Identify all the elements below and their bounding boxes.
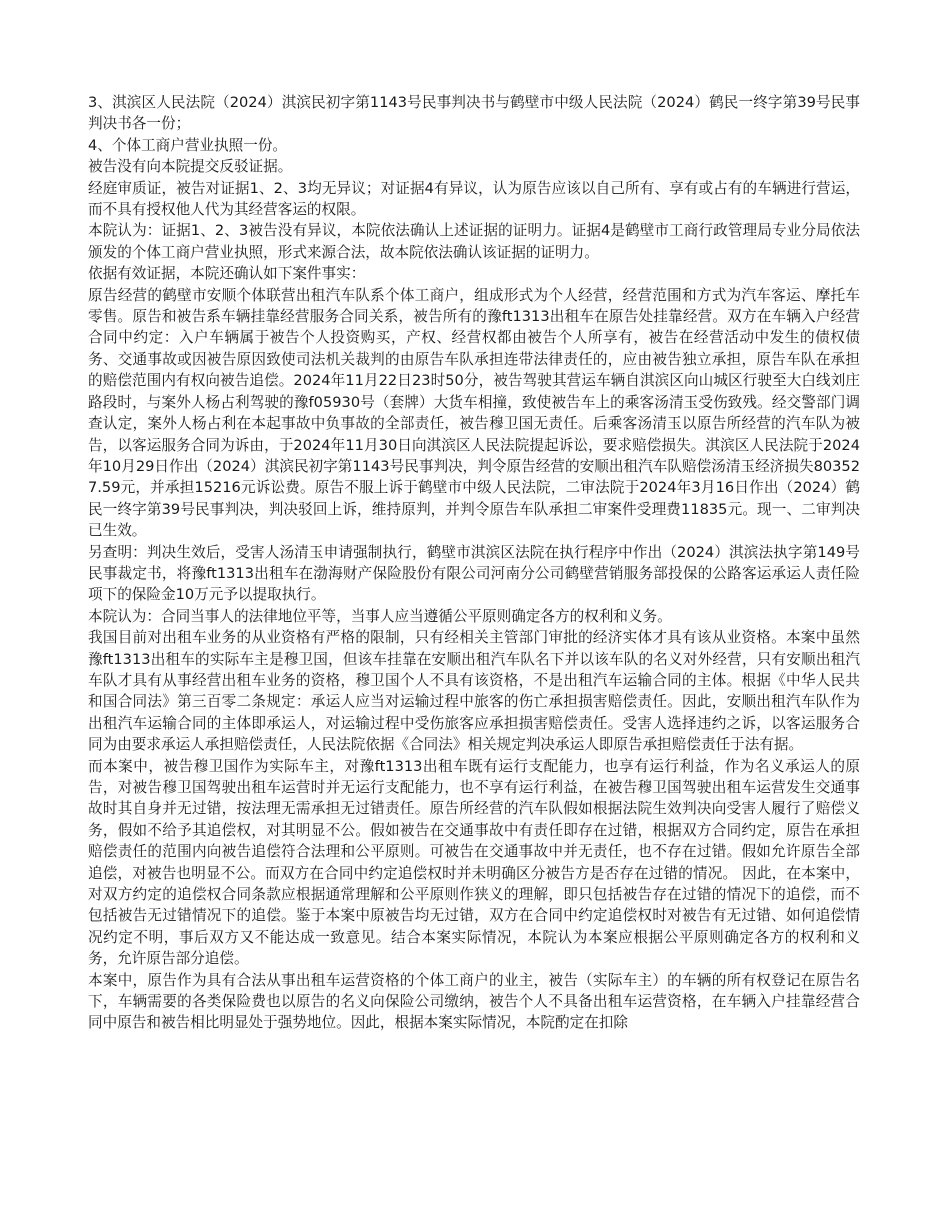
paragraph-recourse-analysis: 而本案中，被告穆卫国作为实际车主，对豫ft1313出租车既有运行支配能力，也享有运行利益，作为名义承运人的原告，对被告穆卫国驾驶出租车运营时并无运行支配能力，也不享有运行利益，在被告穆卫国驾驶出租车运营发生交通事故时其自身并无过错，按法理无需承担无过错责任。原告所经营的汽车队假如根据法院生效判决向受害人履行了赔偿义务，假如不给予其追偿权，对其明显不公。假如被告在交通事故中有责任即存在过错，根据双方合同约定，原告在承担赔偿责任的范围内向被告追偿符合法理和公平原则。可被告在交通事故中并无责任，也不存在过错。假如允许原告全部追偿，对被告也明显不公。而双方在合同中约定追偿权时并未明确区分被告方是否存在过错的情况。 因此，在本案中，对双方约定的追偿权合同条款应根据通常理解和公平原则作狭义的理解，即只包括被告存在过错的情况下的追偿，而不包括被告无过错情况下的追偿。鉴于本案中原被告均无过错，双方在合同中约定追偿权时对被告有无过错、如何追偿情况约定不明，事后双方又不能达成一致意见。结合本案实际情况，本院认为本案应根据公平原则确定各方的权利和义务，允许原告部分追偿。 xyxy=(88,757,860,968)
paragraph-court-finding-evidence: 本院认为：证据1、2、3被告没有异议，本院依法确认上述证据的证明力。证据4是鹤壁市工商行政管理局专业分局依法颁发的个体工商户营业执照，形式来源合法，故本院依法确认该证据的证明力。 xyxy=(88,222,860,261)
paragraph-facts-intro: 依据有效证据，本院还确认如下案件事实： xyxy=(88,265,366,283)
paragraph-further-findings: 另查明：判决生效后，受害人汤清玉申请强制执行，鹤壁市淇滨区法院在执行程序中作出（2024）淇滨法执字第149号民事裁定书，将豫ft1313出租车在渤海财产保险股份有限公司河南分公司鹤壁营销服务部投保的公路客运承运人责任险项下的保险金10万元予以提取执行。 xyxy=(88,543,860,604)
paragraph-evidence-3: 3、淇滨区人民法院（2024）淇滨民初字第1143号民事判决书与鹤壁市中级人民法院（2024）鹤民一终字第39号民事判决书各一份； xyxy=(88,94,860,133)
paragraph-evidence-4: 4、个体工商户营业执照一份。 xyxy=(88,136,288,154)
paragraph-cross-examination: 经庭审质证，被告对证据1、2、3均无异议；对证据4有异议，认为原告应该以自己所有、享有或占有的车辆进行营运，而不具有授权他人代为其经营客运的权限。 xyxy=(88,179,860,219)
paragraph-court-opinion-fairness: 本院认为：合同当事人的法律地位平等，当事人应当遵循公平原则确定各方的权利和义务。 xyxy=(88,607,672,625)
paragraph-defendant-no-evidence: 被告没有向本院提交反驳证据。 xyxy=(88,158,293,176)
paragraph-case-facts: 原告经营的鹤壁市安顺个体联营出租汽车队系个体工商户，组成形式为个人经营，经营范围和方式为汽车客运、摩托车零售。原告和被告系车辆挂靠经营服务合同关系，被告所有的豫ft1313出租车在原告处挂靠经营。双方在车辆入户经营合同中约定：入户车辆属于被告个人投资购买，产权、经营权都由被告个人所享有，被告在经营活动中发生的债权债务、交通事故或因被告原因致使司法机关裁判的由原告车队承担连带法律责任的，应由被告独立承担，原告车队在承担的赔偿范围内有权向被告追偿。2024年11月22日23时50分，被告驾驶其营运车辆自淇滨区向山城区行驶至大白线刘庄路段时，与案外人杨占利驾驶的豫f05930号（套牌）大货车相撞，致使被告车上的乘客汤清玉受伤致残。经交警部门调查认定，案外人杨占利在本起事故中负事故的全部责任，被告穆卫国无责任。后乘客汤清玉以原告所经营的汽车队为被告，以客运服务合同为诉由，于2024年11月30日向淇滨区人民法院提起诉讼，要求赔偿损失。淇滨区人民法院于2024年10月29日作出（2024）淇滨民初字第1143号民事判决，判令原告经营的安顺出租汽车队赔偿汤清玉经济损失803527.59元，并承担15216元诉讼费。原告不服上诉于鹤壁市中级人民法院，二审法院于2024年3月16日作出（2024）鹤民一终字第39号民事判决，判决驳回上诉，维持原判，并判令原告车队承担二审案件受理费11835元。现一、二审判决已生效。 xyxy=(88,286,860,540)
judgment-document xyxy=(88,92,860,1034)
paragraph-qualification-analysis: 我国目前对出租车业务的从业资格有严格的限制，只有经相关主管部门审批的经济实体才具有该从业资格。本案中虽然豫ft1313出租车的实际车主是穆卫国，但该车挂靠在安顺出租汽车队名下并以该车队的名义对外经营，只有安顺出租汽车队才具有从事经营出租车业务的资格，穆卫国个人不具有该资格，不是出租汽车运输合同的主体。根据《中华人民共和国合同法》第三百零二条规定：承运人应当对运输过程中旅客的伤亡承担损害赔偿责任。因此，安顺出租汽车队作为出租汽车运输合同的主体即承运人，对运输过程中受伤旅客应承担损害赔偿责任。受害人选择违约之诉，以客运服务合同为由要求承运人承担赔偿责任，人民法院依据《合同法》相关规定判决承运人即原告承担赔偿责任于法有据。 xyxy=(88,629,860,754)
paragraph-conclusion-partial: 本案中，原告作为具有合法从事出租车运营资格的个体工商户的业主，被告（实际车主）的车辆的所有权登记在原告名下，车辆需要的各类保险费也以原告的名义向保险公司缴纳，被告个人不具备出租车运营资格，在车辆入户挂靠经营合同中原告和被告相比明显处于强势地位。因此，根据本案实际情况，本院酌定在扣除 xyxy=(88,971,860,1032)
